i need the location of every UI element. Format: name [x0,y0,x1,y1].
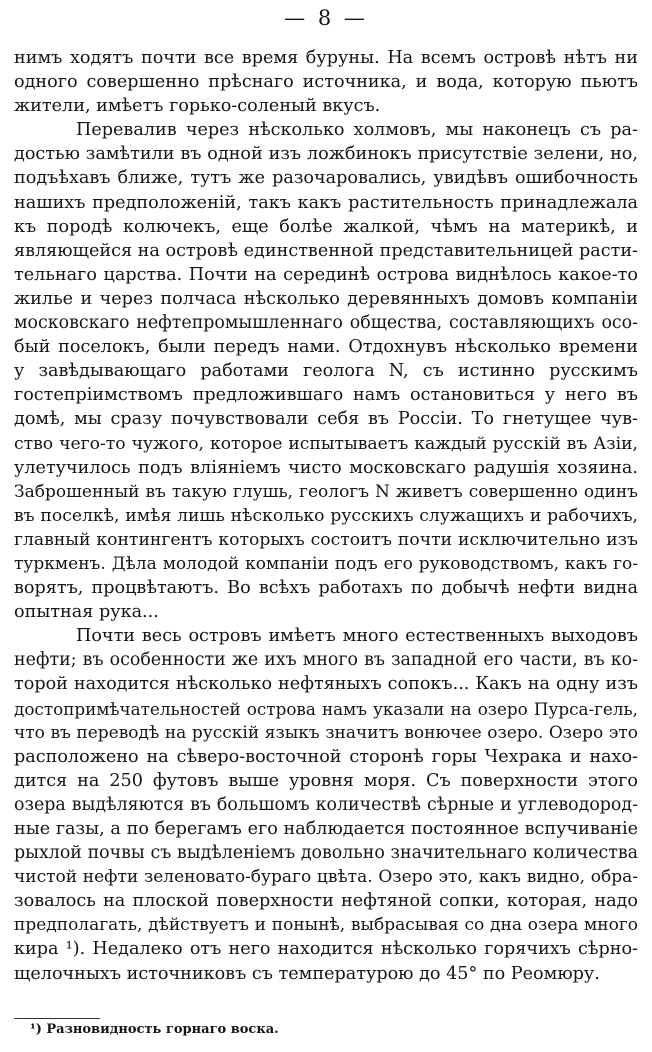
text-line: улетучилось подъ вліяніемъ чисто московскаго радушія хозяина. [14,457,638,478]
text-line: домѣ, мы сразу почувствовали себя въ Россіи. То гнетущее чув- [14,409,638,430]
text-line: въ поселкѣ, имѣя лишь нѣсколько русскихъ служащихъ и рабочихъ, [14,505,638,526]
text-line: тельнаго царства. Почти на серединѣ острова виднѣлось какое-то [14,264,638,285]
text-line: ворятъ, процвѣтаютъ. Во всѣхъ работахъ по добычѣ нефти видна [14,578,638,599]
text-line: московскаго нефтепромышленнаго общества, составляющихъ осо- [14,313,638,334]
text-line: ство чего-то чужого, которое испытываетъ каждый русскій въ Азіи, [14,433,638,454]
text-line: главный контингентъ которыхъ состоитъ почти исключительно изъ [14,529,638,550]
text-line: Почти весь островъ имѣетъ много естественныхъ выходовъ [76,626,638,647]
text-line: къ породѣ колючекъ, еще болѣе жалкой, чѣмъ на материкѣ, и [14,216,638,237]
text-line: Перевалив через нѣсколько холмовъ, мы наконецъ съ ра- [76,120,638,141]
text-line: достью замѣтили въ одной изъ ложбинокъ присутствіе зелени, но, [14,144,638,165]
text-line: что въ переводѣ на русскій языкъ значитъ вонючее озеро. Озеро это [14,722,638,743]
footnote: ¹) Разновидность горнаго воска. [30,1022,279,1037]
text-line: предполагать, дѣйствуетъ и понынѣ, выбрасывая со дна озера много [14,915,638,936]
text-line: у завѣдывающаго работами геолога N, съ истинно русскимъ [14,361,638,382]
page-number: — 8 — [284,6,368,30]
text-line: нашихъ предположеній, такъ какъ растительность принадлежала [14,192,638,213]
text-line: гостепріимствомъ предложившаго намъ остановиться у него въ [14,385,638,406]
text-line: одного совершенно прѣснаго источника, и вода, которую пьютъ [14,72,638,93]
text-line: чистой нефти зеленовато-бураго цвѣта. Озеро это, какъ видно, обра- [14,867,638,888]
text-line: Заброшенный въ такую глушь, геологъ N живетъ совершенно одинъ [14,481,638,502]
paragraph-2 [14,118,638,624]
footnote-rule [14,1018,100,1019]
text-line: дится на 250 футовъ выше уровня моря. Съ поверхности этого [14,770,638,791]
text-line: жители, имѣетъ горько-соленый вкусъ. [14,96,381,117]
text-line: зовалось на плоской поверхности нефтяной сопки, которая, надо [14,891,638,912]
text-line: подъѣхавъ ближе, тутъ же разочаровались, увидѣвъ ошибочность [14,168,638,189]
body-text [14,46,638,986]
text-line: нимъ ходятъ почти все время буруны. На всемъ островѣ нѣтъ ни [14,48,638,68]
text-line: рыхлой почвы съ выдѣленіемъ довольно значительнаго количества [14,843,638,864]
paragraph-3 [14,624,638,985]
text-line: торой находится нѣсколько нефтяныхъ сопокъ... Какъ на одну изъ [14,674,638,695]
text-line: являющейся на островѣ единственной представительницей расти- [14,240,638,261]
text-line: озера выдѣляются въ большомъ количествѣ сѣрные и углеводород- [14,794,638,815]
text-line: опытная рука... [14,602,159,623]
text-line: ные газы, а по берегамъ его наблюдается постоянное вспучиваніе [14,819,638,839]
text-line: нефти; въ особенности же ихъ много въ западной его части, въ ко- [14,650,638,671]
text-line: кира ¹). Недалеко отъ него находится нѣсколько горячихъ сѣрно- [14,939,638,960]
text-line: достопримѣчательностей острова намъ указали на озеро Пурса-гель, [14,698,638,719]
paragraph-1 [14,46,638,118]
text-line: туркменъ. Дѣла молодой компаніи подъ его руководствомъ, какъ го- [14,553,638,574]
text-line: бый поселокъ, были передъ нами. Отдохнувъ нѣсколько времени [14,337,638,358]
text-line: жилье и через полчаса нѣсколько деревянныхъ домовъ компаніи [14,288,638,309]
text-line: щелочныхъ источниковъ съ температурою до 45° по Реомюру. [14,963,600,984]
text-line: расположено на сѣверо-восточной сторонѣ горы Чехрака и нахо- [14,746,638,767]
